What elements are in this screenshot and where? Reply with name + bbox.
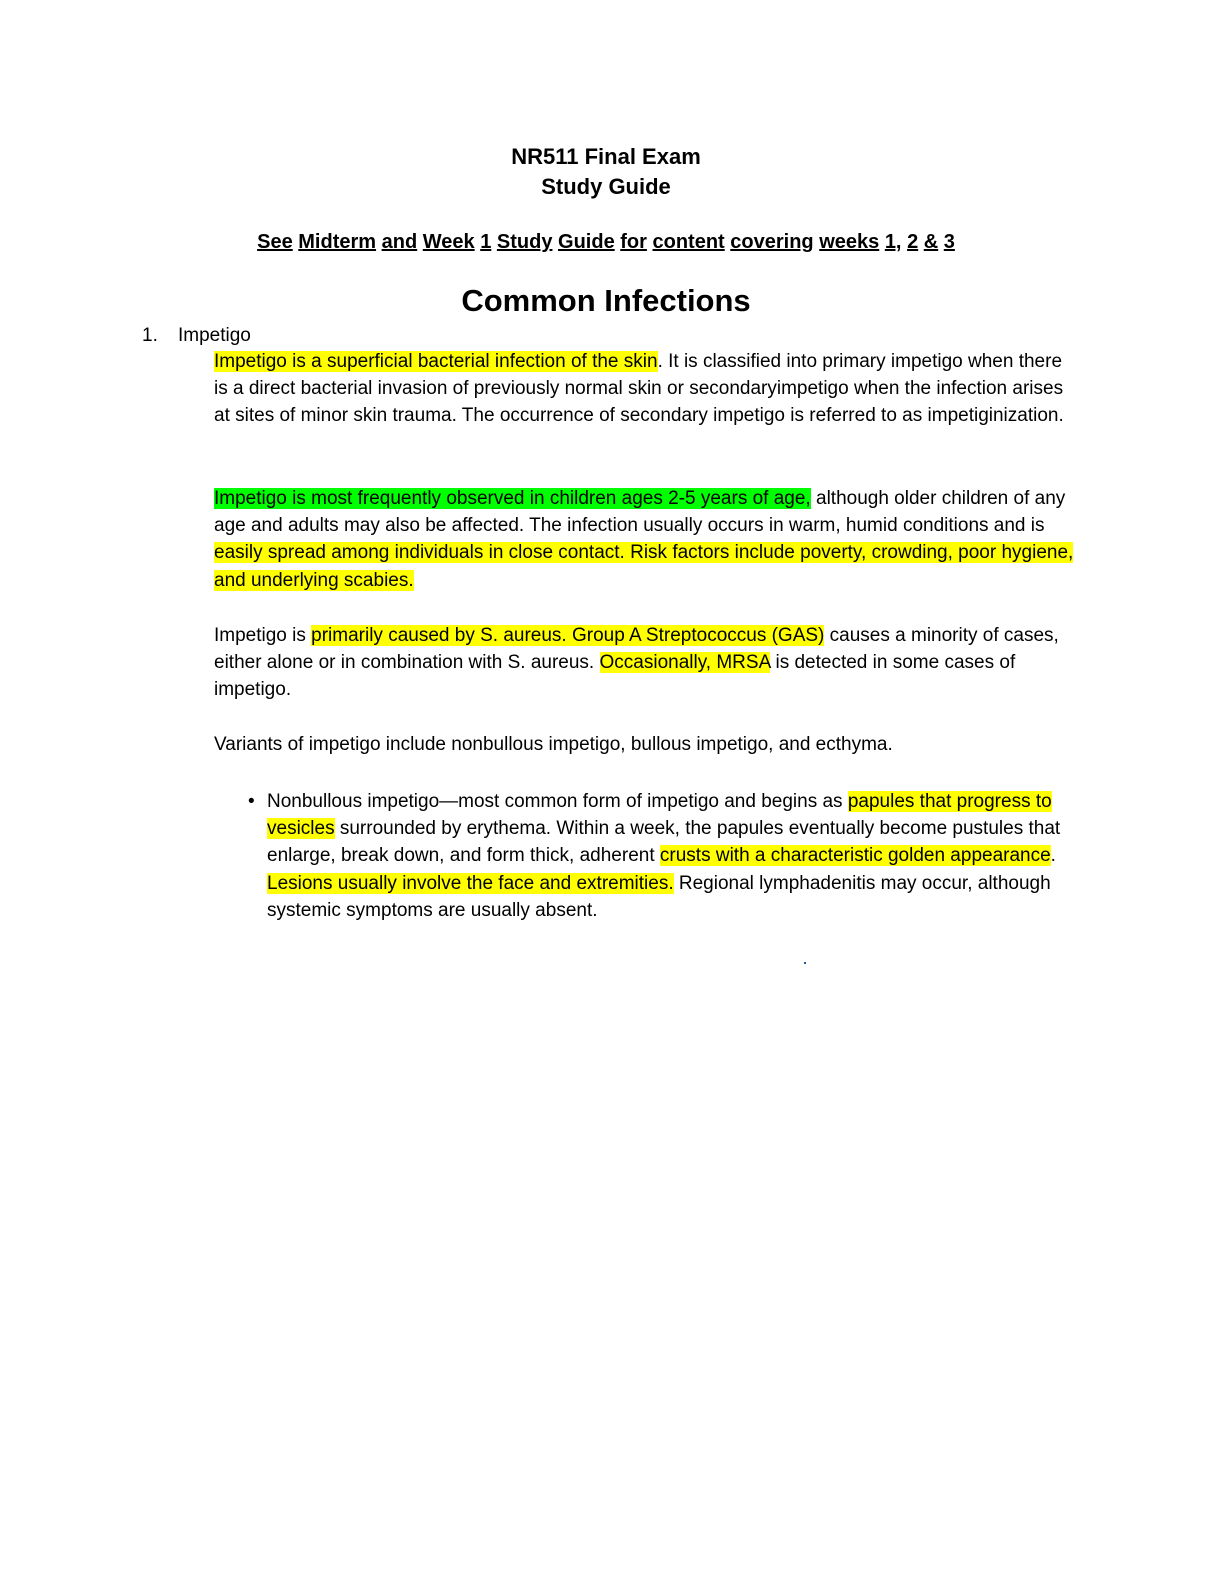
highlighted-text: crusts with a characteristic golden appearance: [659, 845, 1051, 867]
body-text: although older children of any age and adults may also be affected. The infection usually occurs in warm, humid conditions and is: [214, 488, 1066, 537]
reference-word: for: [620, 231, 647, 253]
reference-word: &: [923, 231, 939, 253]
highlighted-text: easily spread among individuals in close contact. Risk factors include poverty, crowding, poor hygiene, and underlying scabies.: [214, 542, 1074, 591]
body-text: Regional lymphadenitis may occur, although systemic symptoms are usually absent.: [267, 872, 1051, 921]
bullet-nonbullous: [267, 788, 1067, 924]
document-subtitle: Study Guide: [541, 174, 671, 199]
bullet-marker: •: [248, 791, 255, 812]
paragraph-epidemiology: [214, 485, 1074, 594]
body-text: causes a minority of cases, either alone or in combination with S. aureus.: [214, 625, 1059, 674]
reference-word: and: [381, 231, 418, 253]
highlighted-text: Lesions usually involve the face and extremities.: [267, 872, 674, 894]
highlighted-text: primarily caused by S. aureus. Group A Streptococcus (GAS): [311, 625, 825, 646]
reference-word: 1,: [884, 231, 902, 253]
highlighted-text: Impetigo is a superficial bacterial infection of the skin: [214, 351, 658, 372]
reference-word: 2: [907, 231, 919, 253]
reference-word: Week: [422, 231, 475, 253]
highlighted-text: papules that progress to vesicles: [267, 791, 1052, 840]
body-text: .: [1050, 845, 1056, 867]
document-title: NR511 Final Exam: [511, 144, 701, 169]
reference-word: 1: [480, 231, 492, 253]
stray-mark: [804, 962, 806, 964]
reference-word: content: [652, 231, 725, 253]
reference-note: [0, 227, 1212, 257]
reference-word: covering: [730, 231, 814, 253]
body-text: Impetigo is: [214, 625, 312, 646]
paragraph-etiology: [214, 622, 1074, 704]
paragraph-variants: [214, 731, 1074, 758]
list-item-label: Impetigo: [178, 325, 251, 346]
body-text: . It is classified into primary impetigo when there is a direct bacterial invasion of previously normal skin or secondaryimpetigo when the infection arises at sites of minor skin trauma. The occurrence of secondary impetigo is referred to as impetiginization.: [214, 351, 1064, 427]
reference-word: Midterm: [298, 231, 377, 253]
reference-word: weeks: [819, 231, 880, 253]
body-text: is detected in some cases of impetigo.: [214, 652, 1016, 701]
reference-word: See: [257, 231, 293, 253]
body-text: Variants of impetigo include nonbullous impetigo, bullous impetigo, and ecthyma.: [214, 734, 893, 755]
paragraph-definition: [214, 348, 1074, 430]
highlighted-text: Occasionally, MRSA: [599, 652, 771, 674]
section-heading: Common Infections: [461, 283, 751, 318]
reference-word: Study: [496, 231, 553, 253]
reference-word: Guide: [558, 231, 615, 253]
highlighted-text-green: Impetigo is most frequently observed in children ages 2-5 years of age,: [214, 488, 811, 509]
body-text: surrounded by erythema. Within a week, the papules eventually become pustules that enlarge, break down, and form thick, adherent: [267, 818, 1061, 867]
body-text: Nonbullous impetigo—most common form of impetigo and begins as: [267, 791, 848, 812]
reference-word: 3: [943, 231, 955, 253]
list-number: 1.: [142, 325, 158, 346]
